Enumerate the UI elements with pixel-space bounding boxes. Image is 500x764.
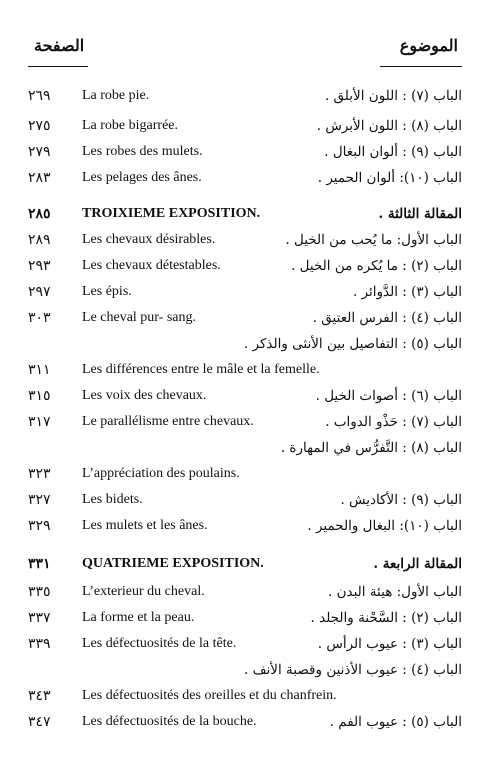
- topic-underline: [380, 66, 462, 67]
- french-title: Les mulets et les ânes.: [82, 518, 208, 533]
- french-title: La forme et la peau.: [82, 610, 195, 625]
- arabic-title: الباب (٩) : الأكاديش .: [340, 492, 462, 508]
- french-title: La robe pie.: [82, 88, 150, 103]
- page-number: ٢٨٩: [28, 232, 51, 248]
- french-title: Les bidets.: [82, 492, 143, 507]
- arabic-title: الباب (٥) : عيوب الفم .: [329, 714, 462, 730]
- toc-row: [0, 362, 500, 388]
- page-number: ٣٠٣: [28, 310, 51, 326]
- toc-row: [0, 232, 500, 258]
- arabic-title: المقالة الثالثة .: [378, 206, 462, 222]
- page-number: ٣٤٣: [28, 688, 51, 704]
- french-title: QUATRIEME EXPOSITION.: [82, 556, 264, 571]
- toc-row: [0, 492, 500, 518]
- arabic-title: الباب (٧) : حَذْو الدواب .: [325, 414, 462, 430]
- french-title: Les robes des mulets.: [82, 144, 203, 159]
- arabic-title: الباب (١٠): البغال والحمير .: [307, 518, 462, 534]
- page-number: ٣١٧: [28, 414, 51, 430]
- toc-row: [0, 662, 500, 688]
- toc-row: [0, 118, 500, 144]
- french-title: Les pelages des ânes.: [82, 170, 202, 185]
- toc-row: [0, 440, 500, 466]
- toc-row: [0, 336, 500, 362]
- page-number: ٣٣١: [28, 556, 51, 572]
- toc-row: [0, 88, 500, 114]
- toc-row: [0, 636, 500, 662]
- toc-row: [0, 388, 500, 414]
- toc-row: [0, 584, 500, 610]
- arabic-title: الباب الأول: ما يُحب من الخيل .: [285, 232, 462, 248]
- page-underline: [28, 66, 88, 67]
- page-number: ٣٣٧: [28, 610, 51, 626]
- toc-row: [0, 414, 500, 440]
- topic-heading: الموضوع: [399, 36, 458, 55]
- toc-row: [0, 310, 500, 336]
- page-number: ٣٢٣: [28, 466, 51, 482]
- page-number: ٣٢٧: [28, 492, 51, 508]
- french-title: L’appréciation des poulains.: [82, 466, 240, 481]
- page-number: ٣٣٩: [28, 636, 51, 652]
- page-number: ٣٣٥: [28, 584, 51, 600]
- page-number: ٢٦٩: [28, 88, 51, 104]
- arabic-title: الباب (٩) : ألوان البغال .: [324, 144, 462, 160]
- french-title: Les chevaux désirables.: [82, 232, 216, 247]
- arabic-title: الباب (٦) : أصوات الخيل .: [315, 388, 462, 404]
- arabic-title: الباب (٣) : الدَّوائر .: [352, 284, 462, 300]
- french-title: Les défectuosités des oreilles et du chanfrein.: [82, 688, 337, 703]
- toc-row: [0, 714, 500, 740]
- french-title: Les défectuosités de la tête.: [82, 636, 237, 651]
- toc-row: [0, 688, 500, 714]
- page-number: ٢٨٣: [28, 170, 51, 186]
- french-title: Les voix des chevaux.: [82, 388, 207, 403]
- toc-row: [0, 144, 500, 170]
- page-number: ٣١٥: [28, 388, 51, 404]
- french-title: Les épis.: [82, 284, 132, 299]
- toc-row: [0, 466, 500, 492]
- arabic-title: الباب (٣) : عيوب الرأس .: [317, 636, 462, 652]
- arabic-title: الباب (٨) : التَّفرُّس في المهارة .: [280, 440, 462, 456]
- page-number: ٢٨٥: [28, 206, 51, 222]
- toc-row: [0, 556, 500, 582]
- french-title: Le parallélisme entre chevaux.: [82, 414, 254, 429]
- french-title: La robe bigarrée.: [82, 118, 178, 133]
- page-heading: الصفحة: [34, 36, 85, 55]
- toc-row: [0, 518, 500, 544]
- toc-row: [0, 284, 500, 310]
- page-number: ٣٢٩: [28, 518, 51, 534]
- page-number: ٢٩٣: [28, 258, 51, 274]
- arabic-title: الباب (١٠): ألوان الحمير .: [317, 170, 462, 186]
- french-title: TROIXIEME EXPOSITION.: [82, 206, 261, 221]
- arabic-title: الباب (٢) : ما يُكره من الخيل .: [291, 258, 462, 274]
- arabic-title: الباب (٨) : اللون الأبرش .: [316, 118, 462, 134]
- page-number: ٣٤٧: [28, 714, 51, 730]
- toc-row: [0, 258, 500, 284]
- arabic-title: الباب (٧) : اللون الأبلق .: [324, 88, 462, 104]
- toc-row: [0, 206, 500, 232]
- arabic-title: الباب (٥) : التفاصيل بين الأنثى والذكر .: [243, 336, 462, 352]
- arabic-title: الباب الأول: هيئة البدن .: [328, 584, 462, 600]
- toc-row: [0, 170, 500, 196]
- french-title: Le cheval pur- sang.: [82, 310, 197, 325]
- page-number: ٢٧٩: [28, 144, 51, 160]
- toc-row: [0, 610, 500, 636]
- arabic-title: الباب (٢) : السَّحْنة والجلد .: [310, 610, 462, 626]
- page-number: ٣١١: [28, 362, 51, 378]
- french-title: L’exterieur du cheval.: [82, 584, 205, 599]
- french-title: Les chevaux détestables.: [82, 258, 221, 273]
- french-title: Les différences entre le mâle et la femelle.: [82, 362, 320, 377]
- french-title: Les défectuosités de la bouche.: [82, 714, 257, 729]
- page-number: ٢٧٥: [28, 118, 51, 134]
- arabic-title: المقالة الرابعة .: [373, 556, 462, 572]
- arabic-title: الباب (٤) : عيوب الأذنين وقصبة الأنف .: [243, 662, 462, 678]
- arabic-title: الباب (٤) : الفرس العتيق .: [312, 310, 462, 326]
- page-number: ٢٩٧: [28, 284, 51, 300]
